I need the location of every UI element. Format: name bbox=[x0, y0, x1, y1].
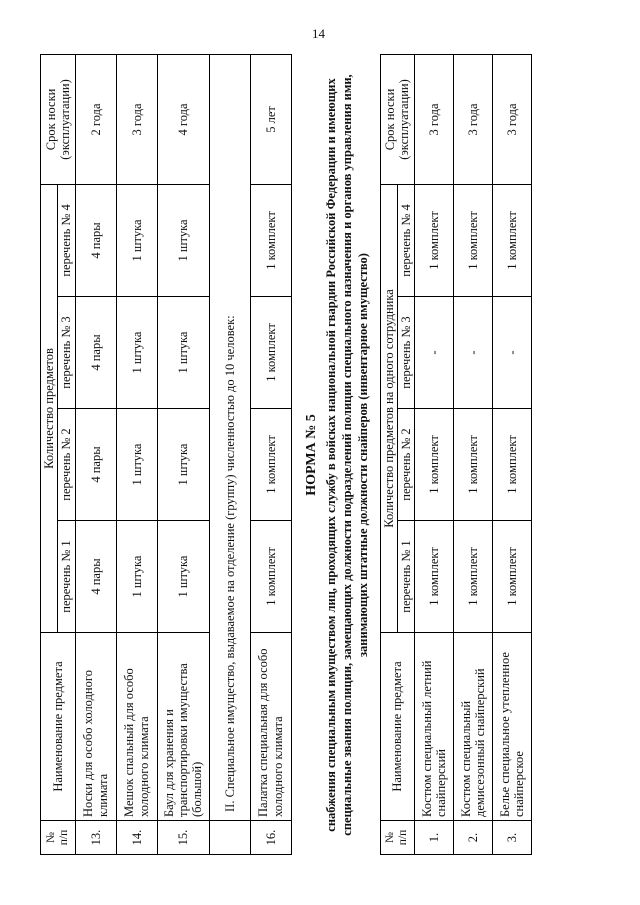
header-name: Наименование предмета bbox=[41, 633, 76, 821]
header-list-1: перечень № 1 bbox=[397, 521, 414, 633]
header-num: № п/п bbox=[41, 821, 76, 855]
row-qty-1: 1 комплект bbox=[454, 521, 493, 633]
section-num-spacer bbox=[209, 821, 250, 855]
norma-5-table bbox=[380, 54, 533, 855]
row-qty-1: 1 штука bbox=[116, 521, 157, 633]
header-list-3: перечень № 3 bbox=[58, 297, 75, 409]
page-number: 14 bbox=[312, 26, 325, 41]
row-name: Мешок спальный для особо холодного климата bbox=[116, 633, 157, 821]
row-term: 5 лет bbox=[250, 54, 291, 184]
header-term: Срок носки (эксплуатации) bbox=[41, 54, 76, 184]
table-row bbox=[454, 54, 493, 854]
table-row bbox=[116, 54, 157, 854]
row-num: 14. bbox=[116, 821, 157, 855]
row-term: 3 года bbox=[454, 54, 493, 184]
row-qty-2: 1 комплект bbox=[454, 409, 493, 521]
norma-heading bbox=[304, 55, 372, 855]
header-list-2: перечень № 2 bbox=[58, 409, 75, 521]
row-qty-1: 1 комплект bbox=[493, 521, 532, 633]
rotated-content bbox=[40, 55, 620, 855]
row-term: 4 года bbox=[157, 54, 209, 184]
header-name: Наименование предмета bbox=[380, 633, 415, 821]
row-num: 1. bbox=[415, 821, 454, 855]
row-qty-3: - bbox=[493, 297, 532, 409]
norm-table-continued bbox=[40, 54, 292, 855]
row-num: 15. bbox=[157, 821, 209, 855]
header-list-1: перечень № 1 bbox=[58, 521, 75, 633]
header-list-3: перечень № 3 bbox=[397, 297, 414, 409]
header-list-4: перечень № 4 bbox=[58, 184, 75, 296]
header-list-4: перечень № 4 bbox=[397, 184, 414, 296]
header-quantity: Количество предметов bbox=[41, 184, 58, 632]
row-term: 3 года bbox=[415, 54, 454, 184]
row-qty-1: 1 комплект bbox=[415, 521, 454, 633]
row-num: 3. bbox=[493, 821, 532, 855]
section-row bbox=[209, 54, 250, 854]
row-qty-1: 1 штука bbox=[157, 521, 209, 633]
table-row bbox=[415, 54, 454, 854]
row-num: 16. bbox=[250, 821, 291, 855]
row-qty-1: 4 пары bbox=[75, 521, 116, 633]
row-term: 3 года bbox=[493, 54, 532, 184]
header-num: № п/п bbox=[380, 821, 415, 855]
table-row bbox=[250, 54, 291, 854]
section-title: II. Специальное имущество, выдаваемое на отделение (группу) численностью до 10 человек: bbox=[209, 54, 250, 820]
row-term: 2 года bbox=[75, 54, 116, 184]
row-qty-4: 1 комплект bbox=[493, 184, 532, 296]
row-term: 3 года bbox=[116, 54, 157, 184]
row-qty-3: 1 штука bbox=[116, 297, 157, 409]
row-qty-4: 1 комплект bbox=[454, 184, 493, 296]
row-qty-2: 1 комплект bbox=[493, 409, 532, 521]
table-row bbox=[157, 54, 209, 854]
row-qty-4: 1 штука bbox=[157, 184, 209, 296]
row-qty-4: 1 штука bbox=[116, 184, 157, 296]
row-qty-3: 4 пары bbox=[75, 297, 116, 409]
row-name: Костюм специальный демисезонный снайперский bbox=[454, 633, 493, 821]
row-qty-4: 4 пары bbox=[75, 184, 116, 296]
row-qty-2: 1 штука bbox=[116, 409, 157, 521]
row-qty-2: 1 штука bbox=[157, 409, 209, 521]
header-list-2: перечень № 2 bbox=[397, 409, 414, 521]
row-name: Белье специальное утепленное снайперское bbox=[493, 633, 532, 821]
row-qty-4: 1 комплект bbox=[250, 184, 291, 296]
row-num: 2. bbox=[454, 821, 493, 855]
row-qty-2: 4 пары bbox=[75, 409, 116, 521]
row-qty-3: 1 штука bbox=[157, 297, 209, 409]
row-qty-2: 1 комплект bbox=[250, 409, 291, 521]
norma-title: НОРМА № 5 bbox=[303, 414, 319, 496]
row-qty-3: 1 комплект bbox=[250, 297, 291, 409]
row-qty-3: - bbox=[454, 297, 493, 409]
row-qty-3: - bbox=[415, 297, 454, 409]
row-num: 13. bbox=[75, 821, 116, 855]
row-name: Носки для особо холодного климата bbox=[75, 633, 116, 821]
table-row bbox=[75, 54, 116, 854]
row-name: Баул для хранения и транспортировки имущества (большой) bbox=[157, 633, 209, 821]
row-name: Палатка специальная для особо холодного климата bbox=[250, 633, 291, 821]
norma-subtitle: снабжения специальным имуществом лиц, проходящих службу в войсках национальной гвардии Российской Федерации и имеющих специальные звания полиции, замещающих должности подразделений полиции специального назначения и органов управления ими, занимающих штатные должности снайперов (инвентарное имущество) bbox=[323, 74, 371, 836]
header-term: Срок носки (эксплуатации) bbox=[380, 54, 415, 184]
row-qty-4: 1 комплект bbox=[415, 184, 454, 296]
row-qty-1: 1 комплект bbox=[250, 521, 291, 633]
table-row bbox=[493, 54, 532, 854]
row-qty-2: 1 комплект bbox=[415, 409, 454, 521]
header-quantity: Количество предметов на одного сотрудника bbox=[380, 184, 397, 632]
row-name: Костюм специальный летний снайперский bbox=[415, 633, 454, 821]
